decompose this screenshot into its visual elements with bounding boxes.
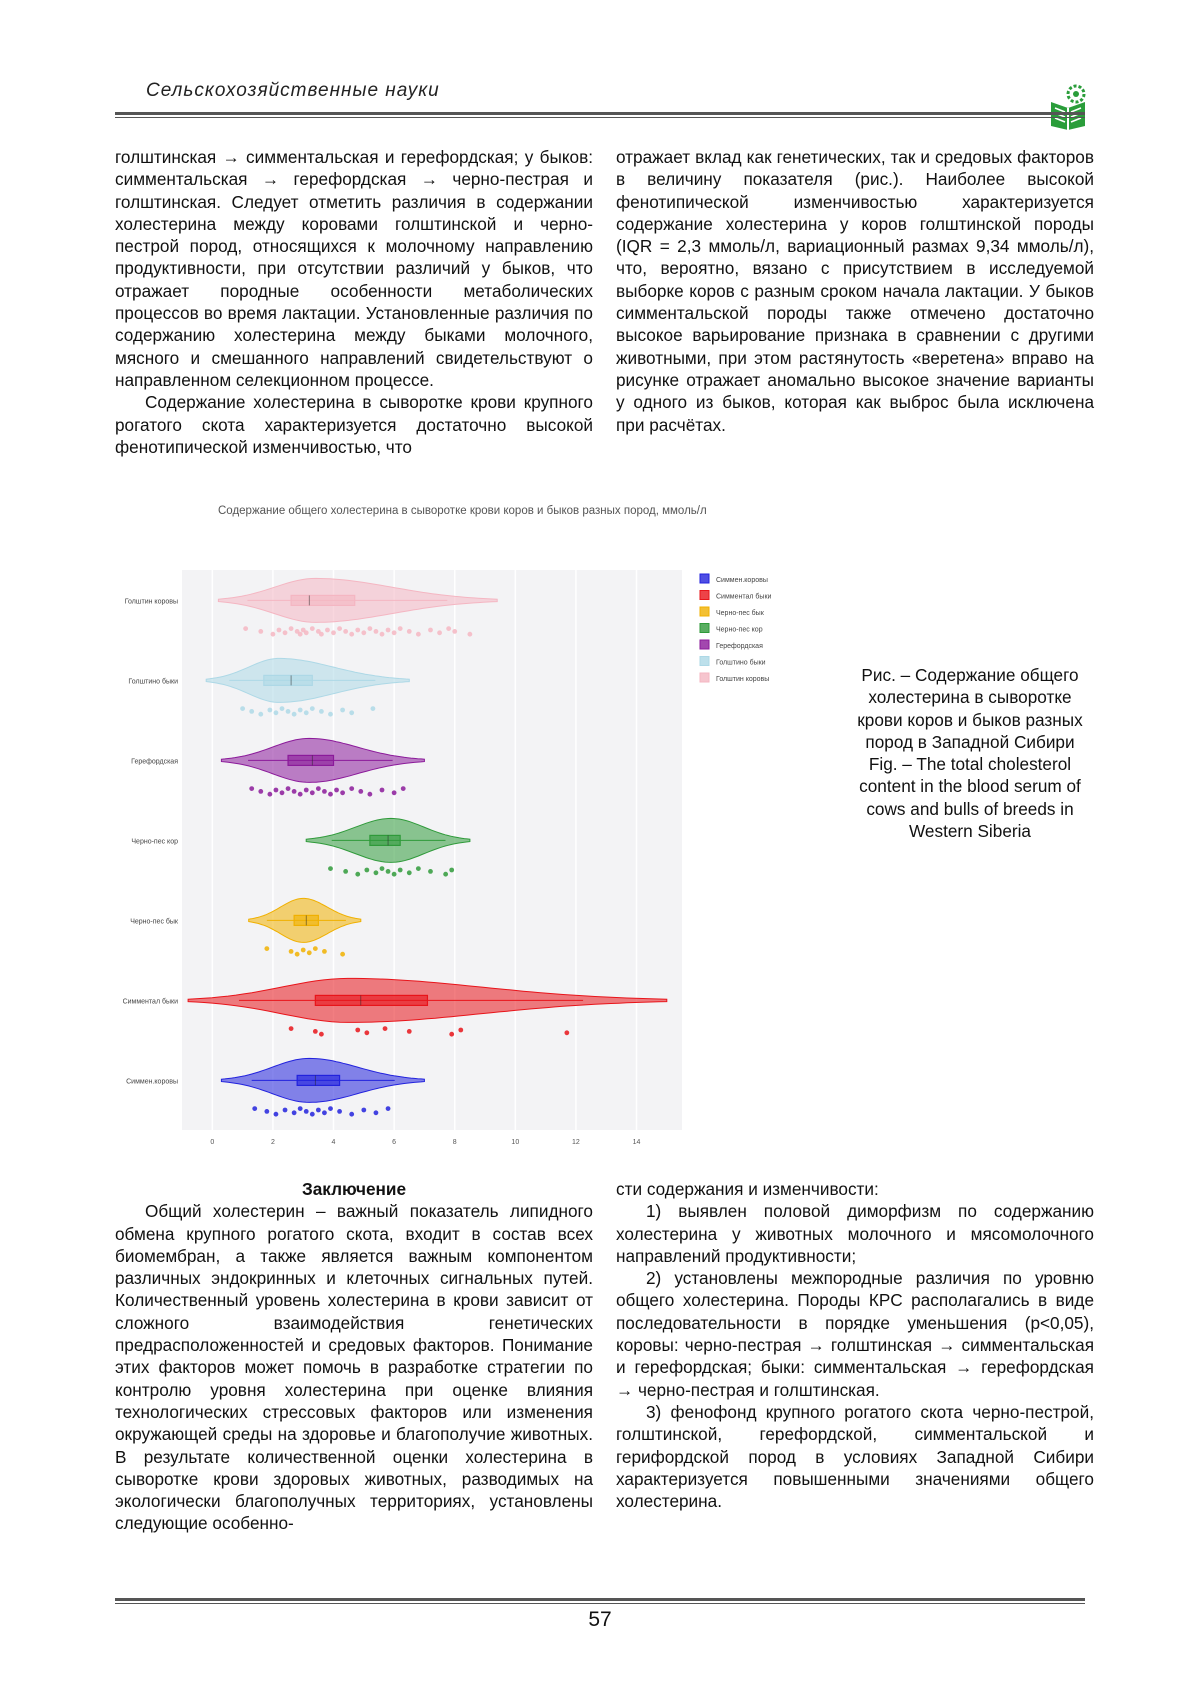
data-point xyxy=(267,708,272,713)
data-point xyxy=(340,952,345,957)
data-point xyxy=(328,712,333,717)
data-point xyxy=(280,706,285,711)
data-point xyxy=(349,632,354,637)
body-text-right-top xyxy=(616,146,1094,436)
data-point xyxy=(310,626,315,631)
data-point xyxy=(258,789,263,794)
data-point xyxy=(392,630,397,635)
data-point xyxy=(401,786,406,791)
data-point xyxy=(328,1106,333,1111)
data-point xyxy=(274,1112,279,1117)
data-point xyxy=(267,792,272,797)
data-point xyxy=(316,1108,321,1113)
data-point xyxy=(452,629,457,634)
data-point xyxy=(398,868,403,873)
figure-caption xyxy=(845,664,1095,842)
legend-label: Симментал быки xyxy=(716,593,772,601)
data-point xyxy=(292,789,297,794)
data-point xyxy=(437,630,442,635)
data-point xyxy=(349,710,354,715)
data-point xyxy=(564,1030,569,1035)
legend-label: Черно-пес кор xyxy=(716,626,763,634)
data-point xyxy=(416,632,421,637)
paragraph: 1) выявлен половой диморфизм по содержанию холестерина у животных молочного и мясомолочного направлений продуктивности; xyxy=(616,1201,1094,1266)
data-point xyxy=(343,629,348,634)
data-point xyxy=(355,1028,360,1033)
legend-label: Голштин коровы xyxy=(716,676,770,683)
data-point xyxy=(304,788,309,793)
data-point xyxy=(258,629,263,634)
data-point xyxy=(380,632,385,637)
paragraph: 2) установлены межпородные различия по уровню общего холестерина. Породы КРС располагались в виде последовательности в порядке уменьшения (р<0,05), коровы: черно-пестрая → голштинская → симментальская и герефордская; быки: симментальская → герефордская → черно-пестрая и голштинская. xyxy=(616,1268,1094,1400)
legend-swatch xyxy=(700,673,709,682)
box-iqr xyxy=(315,995,427,1005)
data-point xyxy=(458,1028,463,1033)
journal-logo-icon xyxy=(1048,84,1088,130)
data-point xyxy=(374,1110,379,1115)
data-point xyxy=(367,626,372,631)
data-point xyxy=(313,1029,318,1034)
data-point xyxy=(243,626,248,631)
data-point xyxy=(337,626,342,631)
conclusion-right xyxy=(616,1178,1094,1512)
data-point xyxy=(407,870,412,875)
data-point xyxy=(264,946,269,951)
paragraph: голштинская → симментальская и герефордская; у быков: симментальская → герефордская → черно-пестрая и голштинская. Следует отметить различия в содержании холестерина между коровами голштинской и черно-пестрой пород, относящихся к молочному направлению продуктивности, при отсутствии различий у быков, что отражает породные особенности метаболических процессов во время лактации. Установленные различия по содержанию холестерина между быками молочного, мясного и смешанного направлений свидетельствуют о направленном селекционном процессе. xyxy=(115,147,593,390)
data-point xyxy=(298,1106,303,1111)
data-point xyxy=(283,1108,288,1113)
data-point xyxy=(386,628,391,633)
data-point xyxy=(428,869,433,874)
legend-swatch xyxy=(700,624,709,633)
legend-swatch xyxy=(700,574,709,583)
caption-en: Fig. – The total cholesterol content in the blood serum of cows and bulls of breeds in Western Siberia xyxy=(859,754,1081,842)
data-point xyxy=(304,710,309,715)
data-point xyxy=(349,786,354,791)
header-rule-thin xyxy=(115,117,1085,118)
box-iqr xyxy=(264,675,312,685)
data-point xyxy=(343,869,348,874)
legend-swatch xyxy=(700,607,709,616)
x-tick-label: 4 xyxy=(331,1139,336,1146)
conclusion-left xyxy=(115,1178,593,1535)
data-point xyxy=(367,792,372,797)
data-point xyxy=(301,948,306,953)
y-category-label: Черно-пес кор xyxy=(131,838,178,846)
data-point xyxy=(307,950,312,955)
x-tick-label: 8 xyxy=(452,1139,457,1146)
box-iqr xyxy=(288,755,333,765)
data-point xyxy=(328,866,333,871)
data-point xyxy=(334,788,339,793)
data-point xyxy=(280,790,285,795)
data-point xyxy=(322,949,327,954)
data-point xyxy=(407,629,412,634)
legend-swatch xyxy=(700,657,709,666)
data-point xyxy=(264,1109,269,1114)
data-point xyxy=(319,1032,324,1037)
running-header: Сельскохозяйственные науки xyxy=(146,80,440,101)
data-point xyxy=(361,630,366,635)
y-category-label: Черно-пес бык xyxy=(130,918,178,926)
data-point xyxy=(252,1106,257,1111)
data-point xyxy=(292,712,297,717)
data-point xyxy=(446,626,451,631)
data-point xyxy=(274,710,279,715)
data-point xyxy=(292,1110,297,1115)
data-point xyxy=(340,708,345,713)
data-point xyxy=(331,630,336,635)
data-point xyxy=(392,872,397,877)
legend-swatch xyxy=(700,640,709,649)
x-tick-label: 6 xyxy=(392,1139,397,1146)
x-tick-label: 12 xyxy=(572,1139,580,1146)
data-point xyxy=(322,789,327,794)
chart-title: Содержание общего холестерина в сыворотке крови коров и быков разных пород, ммоль/л xyxy=(218,505,707,517)
data-point xyxy=(304,630,309,635)
y-category-label: Симментал быки xyxy=(122,998,178,1006)
x-tick-label: 2 xyxy=(270,1139,275,1146)
body-text-left-top xyxy=(115,146,593,458)
data-point xyxy=(316,786,321,791)
y-category-label: Голштино быки xyxy=(128,678,178,686)
legend-label: Герефордская xyxy=(716,643,763,650)
data-point xyxy=(249,709,254,714)
data-point xyxy=(310,790,315,795)
data-point xyxy=(449,1032,454,1037)
data-point xyxy=(304,1109,309,1114)
y-category-label: Голштин коровы xyxy=(124,598,178,606)
header-rule xyxy=(115,112,1085,115)
paragraph: сти содержания и изменчивости: xyxy=(616,1179,879,1199)
data-point xyxy=(277,628,282,633)
data-point xyxy=(380,788,385,793)
data-point xyxy=(283,630,288,635)
data-point xyxy=(289,626,294,631)
box-iqr xyxy=(297,1075,339,1085)
data-point xyxy=(374,629,379,634)
data-point xyxy=(295,952,300,957)
data-point xyxy=(349,1112,354,1117)
data-point xyxy=(298,632,303,637)
data-point xyxy=(340,790,345,795)
data-point xyxy=(428,628,433,633)
data-point xyxy=(337,1109,342,1114)
data-point xyxy=(383,1026,388,1031)
conclusion-heading: Заключение xyxy=(301,1179,407,1199)
paragraph: Общий холестерин – важный показатель липидного обмена крупного рогатого скота, входит в состав всех биомембран, а также является важным компонентом различных эндокринных и клеточных сигнальных путей. Количественный уровень холестерина в крови зависит от сложного взаимодействия генетических предрасположенностей и средовых факторов. Понимание этих факторов может помочь в разработке стратегии по контролю уровня холестерина при оценке влияния технологических стрессовых факторов или изменения окружающей среды на здоровье и благополучие животных. В результате количественной оценки холестерина в сыворотке крови здоровых животных, разводимых на экологически благополучных территориях, установлены следующие особенно- xyxy=(115,1201,593,1534)
y-category-label: Симмен.коровы xyxy=(126,1078,178,1086)
data-point xyxy=(274,788,279,793)
data-point xyxy=(416,866,421,871)
data-point xyxy=(407,1029,412,1034)
data-point xyxy=(467,632,472,637)
data-point xyxy=(286,709,291,714)
x-tick-label: 14 xyxy=(632,1139,641,1146)
data-point xyxy=(449,868,454,873)
data-point xyxy=(271,632,276,637)
violin-chart xyxy=(110,540,850,1146)
data-point xyxy=(286,786,291,791)
data-point xyxy=(322,1110,327,1115)
data-point xyxy=(298,792,303,797)
data-point xyxy=(240,706,245,711)
box-iqr xyxy=(291,595,355,605)
footer-rule xyxy=(115,1598,1085,1601)
paragraph: 3) фенофонд крупного рогатого скота черно-пестрой, голштинской, герефордской, симментальской и герифордской пород в условиях Западной Сибири характеризуется повышенными значениями общего холестерина. xyxy=(616,1401,1094,1512)
data-point xyxy=(398,626,403,631)
data-point xyxy=(361,1108,366,1113)
data-point xyxy=(364,868,369,873)
data-point xyxy=(386,1106,391,1111)
data-point xyxy=(392,790,397,795)
data-point xyxy=(310,1112,315,1117)
data-point xyxy=(355,872,360,877)
data-point xyxy=(355,628,360,633)
x-tick-label: 10 xyxy=(511,1139,520,1146)
data-point xyxy=(319,709,324,714)
paragraph: отражает вклад как генетических, так и средовых факторов в величину показателя (рис.). Наиболее высокой фенотипической изменчивостью характеризуется содержание холестерина у коров голштинской породы (IQR = 2,3 ммоль/л, вариационный размах 9,34 ммоль/л), что, вероятно, вязано с присутствием в исследуемой выборке коров с разным сроком начала лактации. У быков симментальской породы также отмечено достаточно высокое варьирование признака в сравнении с другими животными, при этом растянутость «веретена» вправо на рисунке отражает аномально высокое значение варианты у одного из быков, которая как выброс была исключена при расчётах. xyxy=(616,147,1094,435)
data-point xyxy=(249,786,254,791)
data-point xyxy=(358,789,363,794)
data-point xyxy=(289,1026,294,1031)
page-number: 57 xyxy=(588,1608,612,1631)
data-point xyxy=(258,712,263,717)
x-tick-label: 0 xyxy=(210,1139,215,1146)
data-point xyxy=(310,706,315,711)
data-point xyxy=(386,869,391,874)
data-point xyxy=(289,949,294,954)
box-iqr xyxy=(370,835,400,845)
data-point xyxy=(364,1030,369,1035)
caption-ru: Рис. – Содержание общего холестерина в сыворотке крови коров и быков разных пород в Западной Сибири xyxy=(857,665,1083,752)
legend-swatch xyxy=(700,591,709,600)
data-point xyxy=(298,708,303,713)
data-point xyxy=(313,946,318,951)
data-point xyxy=(319,632,324,637)
y-category-label: Герефордская xyxy=(131,758,178,766)
legend-label: Черно-пес бык xyxy=(716,610,764,617)
data-point xyxy=(328,792,333,797)
legend-label: Симмен.коровы xyxy=(716,577,768,584)
data-point xyxy=(374,870,379,875)
data-point xyxy=(443,872,448,877)
legend-label: Голштино быки xyxy=(716,659,766,667)
data-point xyxy=(371,706,376,711)
footer-rule-thin xyxy=(115,1603,1085,1604)
data-point xyxy=(325,628,330,633)
data-point xyxy=(380,866,385,871)
paragraph: Содержание холестерина в сыворотке крови крупного рогатого скота характеризуется достаточно высокой фенотипической изменчивостью, что xyxy=(115,392,593,457)
